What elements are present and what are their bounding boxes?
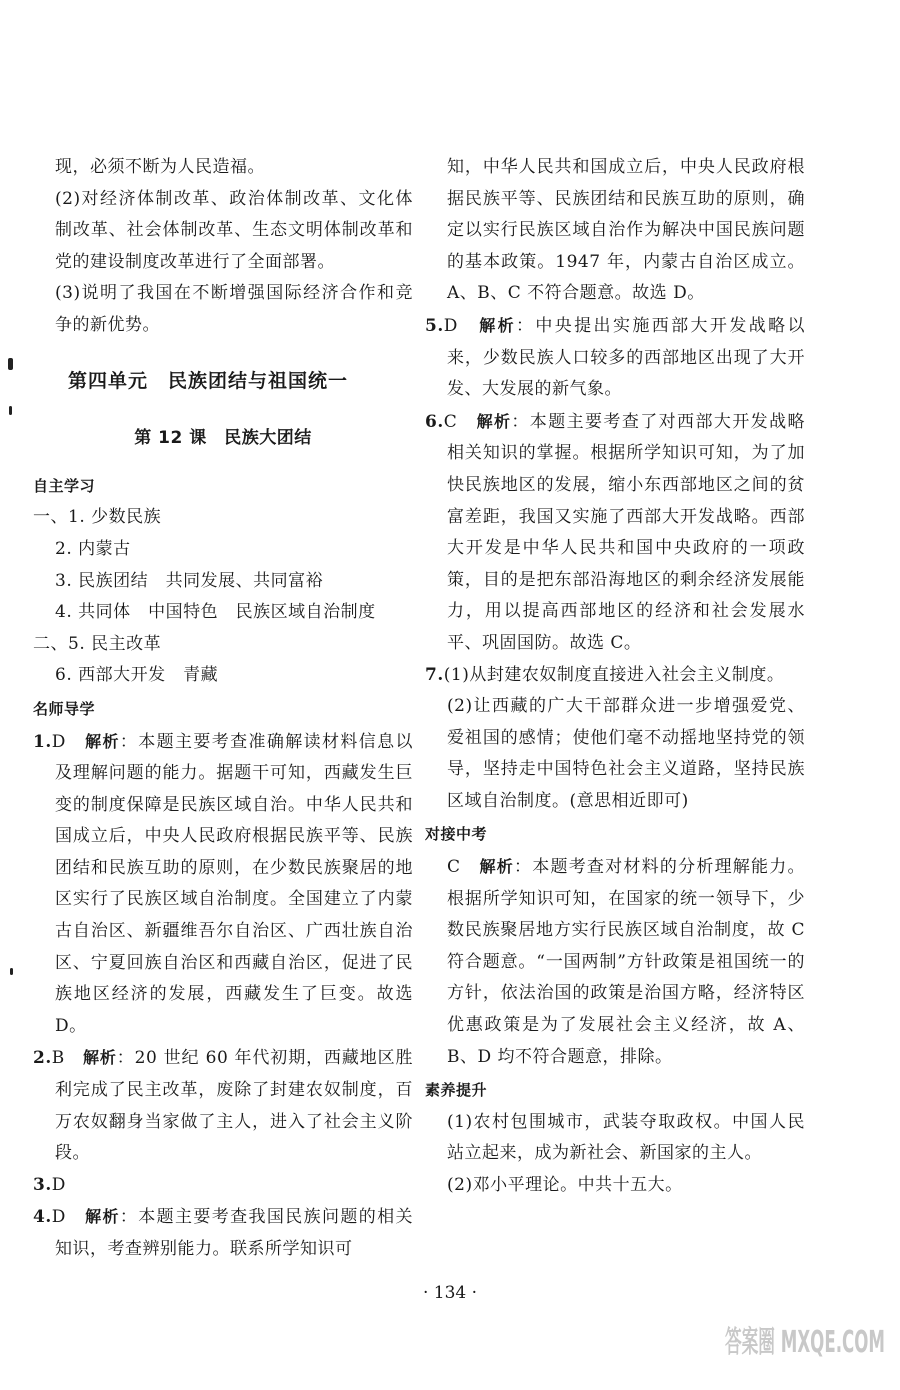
analysis-text: ：本题主要考查了对西部大开发战略相关知识的掌握。根据所学知识可知，为了加快民族地区的发展，缩小东西部地区之间的贫富差距，我国又实施了西部大开发战略。西部大开发是中华人民共和国中央政府的一项政策，目的是把东部沿海地区的剩余经济发展能力，用以提高西部地区的经济和社会发展水平、巩固国防。故选 C。 [447, 411, 805, 653]
paragraph: 现，必须不断为人民造福。 [55, 157, 265, 177]
analysis-text: ：本题考查对材料的分析理解能力。根据所学知识可知，在国家的统一领导下，少数民族聚居地方实行民族区域自治制度，故 C 符合题意。“一国两制”方针政策是祖国统一的方针，依法治国的政策是治国方略，经济特区优惠政策是为了发展社会主义经济，故 A、B、D 均不符合题意，排除。 [447, 857, 806, 1067]
analysis-keyword: 解析 [83, 1048, 117, 1068]
analysis-keyword: 解析 [479, 315, 516, 335]
watermark-text: 答案圈 MXQE.COM [725, 1325, 885, 1360]
question-3 [33, 1170, 413, 1202]
question-7 [425, 660, 805, 692]
question-answer: C [443, 411, 458, 432]
analysis-text: ：20 世纪 60 年代初期，西藏地区胜利完成了民主改革，废除了封建农奴制度，百万农奴翻身当家做了主人，进入了社会主义阶段。 [55, 1048, 413, 1164]
question-answer: D [51, 731, 66, 752]
scan-mark [9, 406, 12, 415]
question-answer: C [447, 857, 461, 878]
answer-part: (2)让西藏的广大干部群众进一步增强爱党、爱祖国的感情；使他们毫不动摇地坚持党的领导，坚持走中国特色社会主义道路，坚持民族区域自治制度。(意思相近即可) [447, 696, 805, 811]
analysis-keyword: 解析 [85, 1207, 120, 1227]
question-number: 5. [425, 315, 444, 336]
answer-part: (2)邓小平理论。中共十五大。 [447, 1175, 683, 1195]
right-column [425, 152, 805, 1202]
question-answer: D [443, 315, 458, 336]
answer-part: (1)农村包围城市，武装夺取政权。中国人民站立起来，成为新社会、新国家的主人。 [447, 1111, 805, 1164]
section-heading-mingshi: 名师导学 [33, 699, 96, 718]
unit-title: 第四单元 民族团结与祖国统一 [68, 369, 349, 392]
scan-mark [10, 968, 13, 975]
analysis-keyword: 解析 [479, 857, 514, 877]
lesson-title: 第 12 课 民族大团结 [134, 428, 312, 449]
paragraph: (2)对经济体制改革、政治体制改革、文化体制改革、社会体制改革、生态文明体制改革和党的建设制度改革进行了全面部署。 [55, 188, 413, 272]
answer-line: 4. 共同体 中国特色 民族区域自治制度 [55, 602, 376, 623]
answer-line: 二、5. 民主改革 [33, 633, 162, 654]
question-number: 2. [33, 1048, 52, 1069]
section-heading-suyang: 素养提升 [425, 1081, 488, 1100]
analysis-text: ：本题主要考查准确解读材料信息以及理解问题的能力。据题干可知，西藏发生巨变的制度保障是民族区域自治。中华人民共和国成立后，中央人民政府根据民族平等、民族团结和民族互助的原则，在少数民族聚居的地区实行了民族区域自治制度。全国建立了内蒙古自治区、新疆维吾尔自治区、广西壮族自治区、宁夏回族自治区和西藏自治区，促进了民族地区经济的发展，西藏发生了巨变。故选 D。 [55, 731, 413, 1036]
answer-line: 一、1. 少数民族 [33, 507, 162, 528]
question-number: 3. [33, 1174, 52, 1195]
question-number: 6. [425, 411, 444, 432]
question-answer: B [51, 1048, 65, 1069]
analysis-text: ：中央提出实施西部大开发战略以来，少数民族人口较多的西部地区出现了大开发、大发展的新气象。 [447, 315, 806, 400]
section-heading-zizhu: 自主学习 [33, 476, 96, 495]
answer-line: 6. 西部大开发 青藏 [55, 665, 219, 686]
question-2 [33, 1042, 413, 1169]
question-5 [425, 310, 805, 406]
question-answer: D [51, 1174, 66, 1195]
question-4 [33, 1201, 413, 1265]
analysis-keyword: 解析 [85, 731, 120, 751]
watermark-logo [720, 1318, 890, 1382]
answer-line: 2. 内蒙古 [55, 538, 131, 559]
section-heading-duijie: 对接中考 [425, 825, 488, 844]
paragraph: 知，中华人民共和国成立后，中央人民政府根据民族平等、民族团结和民族互助的原则，确定以实行民族区域自治作为解决中国民族问题的基本政策。1947 年，内蒙古自治区成立。A、B、C 不符合题意。故选 D。 [447, 157, 805, 304]
question-number: 7. [425, 664, 444, 685]
left-column [33, 152, 413, 1266]
answer-part: (1)从封建农奴制度直接进入社会主义制度。 [443, 664, 785, 685]
scan-mark [8, 358, 13, 370]
question-6 [425, 406, 805, 660]
question-number: 4. [33, 1207, 52, 1228]
question-answer: D [51, 1207, 66, 1228]
page-number: · 134 · [422, 1283, 478, 1303]
exam-answer [425, 851, 805, 1073]
paragraph: (3)说明了我国在不断增强国际经济合作和竞争的新优势。 [55, 283, 413, 335]
question-number: 1. [33, 731, 52, 752]
answer-line: 3. 民族团结 共同发展、共同富裕 [55, 570, 324, 591]
analysis-keyword: 解析 [476, 411, 512, 431]
analysis-text: ：本题主要考查我国民族问题的相关知识，考查辨别能力。联系所学知识可 [55, 1207, 413, 1259]
question-1 [33, 726, 413, 1043]
